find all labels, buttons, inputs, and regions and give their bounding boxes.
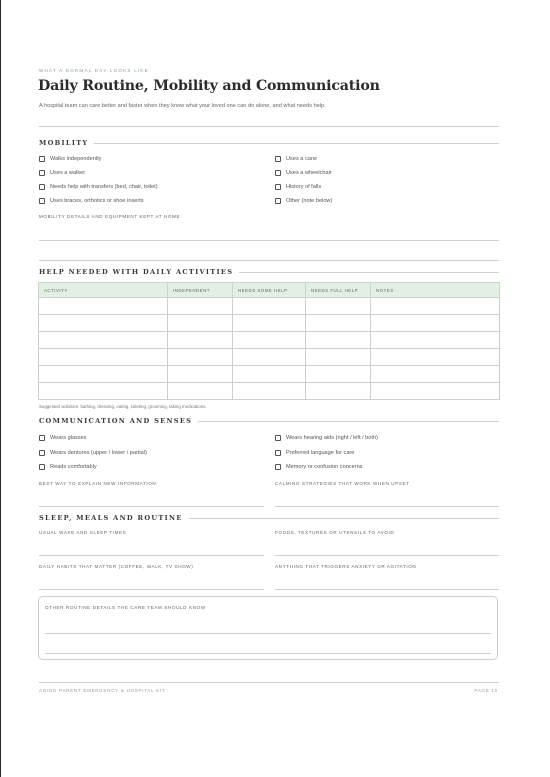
table-row — [39, 383, 500, 400]
communication-heading: COMMUNICATION AND SENSES — [39, 417, 198, 425]
section-eyebrow: WHAT A NORMAL DAY LOOKS LIKE — [39, 68, 149, 73]
table-cell[interactable] — [233, 315, 306, 332]
column-header: NEEDS SOME HELP — [233, 283, 306, 298]
checkbox-label: Wears hearing aids (right / left / both) — [286, 434, 378, 441]
table-row — [39, 349, 500, 366]
activities-heading: HELP NEEDED WITH DAILY ACTIVITIES — [39, 268, 239, 276]
calming-strategies-label: CALMING STRATEGIES THAT WORK WHEN UPSET — [275, 481, 410, 486]
column-header: NOTES — [371, 283, 500, 298]
other-details-line[interactable] — [45, 653, 491, 654]
table-row — [39, 332, 500, 349]
table-cell[interactable] — [39, 349, 168, 366]
checkbox-box[interactable] — [275, 184, 281, 190]
table-cell[interactable] — [168, 298, 233, 315]
checkbox-box[interactable] — [275, 156, 281, 162]
table-cell[interactable] — [306, 349, 371, 366]
explain-info-line[interactable] — [39, 506, 264, 507]
table-row — [39, 315, 500, 332]
table-cell[interactable] — [39, 298, 168, 315]
table-header-row — [39, 283, 500, 298]
table-cell[interactable] — [233, 366, 306, 383]
daily-habits-label: DAILY HABITS THAT MATTER (COFFEE, WALK, TV SHOW) — [39, 564, 194, 569]
checkbox-label: Uses a wheelchair — [286, 169, 332, 176]
table-cell[interactable] — [168, 383, 233, 400]
checkbox-label: Preferred language for care — [286, 449, 355, 456]
wake-sleep-line[interactable] — [39, 555, 264, 556]
table-row — [39, 298, 500, 315]
section-rule — [39, 143, 499, 144]
table-cell[interactable] — [39, 315, 168, 332]
checkbox-box[interactable] — [39, 170, 45, 176]
foods-avoid-label: FOODS, TEXTURES OR UTENSILS TO AVOID — [275, 530, 395, 535]
checkbox-label: Memory or confusion concerns — [286, 463, 363, 470]
mobility-heading: MOBILITY — [39, 139, 94, 147]
table-cell[interactable] — [371, 315, 500, 332]
activities-section-header — [39, 268, 499, 278]
table-cell[interactable] — [233, 349, 306, 366]
table-cell[interactable] — [39, 332, 168, 349]
table-cell[interactable] — [371, 383, 500, 400]
table-cell[interactable] — [306, 332, 371, 349]
checkbox-box[interactable] — [39, 198, 45, 204]
checkbox-label: Uses braces, orthotics or shoe inserts — [50, 197, 144, 204]
daily-habits-line[interactable] — [39, 589, 264, 590]
triggers-line[interactable] — [275, 589, 499, 590]
checkbox-label: Reads comfortably — [50, 463, 97, 470]
wake-sleep-label: USUAL WAKE AND SLEEP TIMES — [39, 530, 127, 535]
table-cell[interactable] — [371, 332, 500, 349]
foods-avoid-line[interactable] — [275, 555, 499, 556]
mobility-section-header — [39, 139, 499, 149]
other-details-box[interactable] — [38, 596, 498, 660]
table-cell[interactable] — [371, 366, 500, 383]
communication-section-header — [39, 417, 499, 427]
checkbox-box[interactable] — [39, 450, 45, 456]
table-cell[interactable] — [371, 349, 500, 366]
triggers-label: ANYTHING THAT TRIGGERS ANXIETY OR AGITATION — [275, 564, 417, 569]
column-header: NEEDS FULL HELP — [306, 283, 371, 298]
checkbox-box[interactable] — [39, 156, 45, 162]
table-cell[interactable] — [371, 298, 500, 315]
checkbox-label: Other (note below) — [286, 197, 333, 204]
checkbox-label: Walks independently — [50, 155, 102, 162]
table-cell[interactable] — [306, 298, 371, 315]
table-cell[interactable] — [306, 366, 371, 383]
checkbox-box[interactable] — [275, 435, 281, 441]
other-details-label: OTHER ROUTINE DETAILS THE CARE TEAM SHOULD KNOW — [45, 605, 206, 610]
page-title: Daily Routine, Mobility and Communication — [38, 78, 380, 94]
table-cell[interactable] — [168, 349, 233, 366]
activities-table — [38, 282, 500, 400]
table-cell[interactable] — [168, 332, 233, 349]
table-cell[interactable] — [306, 383, 371, 400]
checkbox-label: Needs help with transfers (bed, chair, toilet) — [50, 183, 158, 190]
header-divider — [39, 126, 499, 127]
table-cell[interactable] — [233, 298, 306, 315]
checkbox-label: Wears glasses — [50, 434, 87, 441]
checkbox-box[interactable] — [39, 184, 45, 190]
checkbox-box[interactable] — [39, 435, 45, 441]
checkbox-box[interactable] — [275, 170, 281, 176]
mobility-details-label: MOBILITY DETAILS AND EQUIPMENT KEPT AT HOME — [39, 214, 181, 219]
other-details-line[interactable] — [45, 633, 491, 634]
table-cell[interactable] — [39, 383, 168, 400]
table-cell[interactable] — [168, 366, 233, 383]
sleep-section-header — [39, 514, 499, 524]
checkbox-box[interactable] — [275, 450, 281, 456]
table-cell[interactable] — [306, 315, 371, 332]
checkbox-label: History of falls — [286, 183, 322, 190]
table-row — [39, 366, 500, 383]
checkbox-box[interactable] — [275, 198, 281, 204]
column-header: ACTIVITY — [39, 283, 168, 298]
table-cell[interactable] — [168, 315, 233, 332]
footer-divider — [39, 682, 499, 683]
calming-strategies-line[interactable] — [275, 506, 499, 507]
checkbox-box[interactable] — [275, 464, 281, 470]
checkbox-label: Uses a cane — [286, 155, 318, 162]
intro-text: A hospital team can care better and faster when they know what your loved one can do alone, and what needs help. — [39, 103, 326, 109]
sleep-heading: SLEEP, MEALS AND ROUTINE — [39, 514, 189, 522]
checkbox-box[interactable] — [39, 464, 45, 470]
table-cell[interactable] — [233, 332, 306, 349]
checkbox-label: Wears dentures (upper / lower / partial) — [50, 449, 147, 456]
checkbox-label: Uses a walker — [50, 169, 86, 176]
table-cell[interactable] — [233, 383, 306, 400]
mobility-details-line[interactable] — [39, 240, 499, 241]
page-number: PAGE 10 — [474, 688, 498, 693]
column-header: INDEPENDENT — [168, 283, 233, 298]
mobility-details-line[interactable] — [39, 260, 499, 261]
explain-info-label: BEST WAY TO EXPLAIN NEW INFORMATION — [39, 481, 157, 486]
footer-title: AGING PARENT EMERGENCY & HOSPITAL KIT — [39, 688, 166, 693]
activities-hint: Suggested activities: bathing, dressing, eating, toileting, grooming, taking medications. — [39, 404, 207, 409]
table-cell[interactable] — [39, 366, 168, 383]
